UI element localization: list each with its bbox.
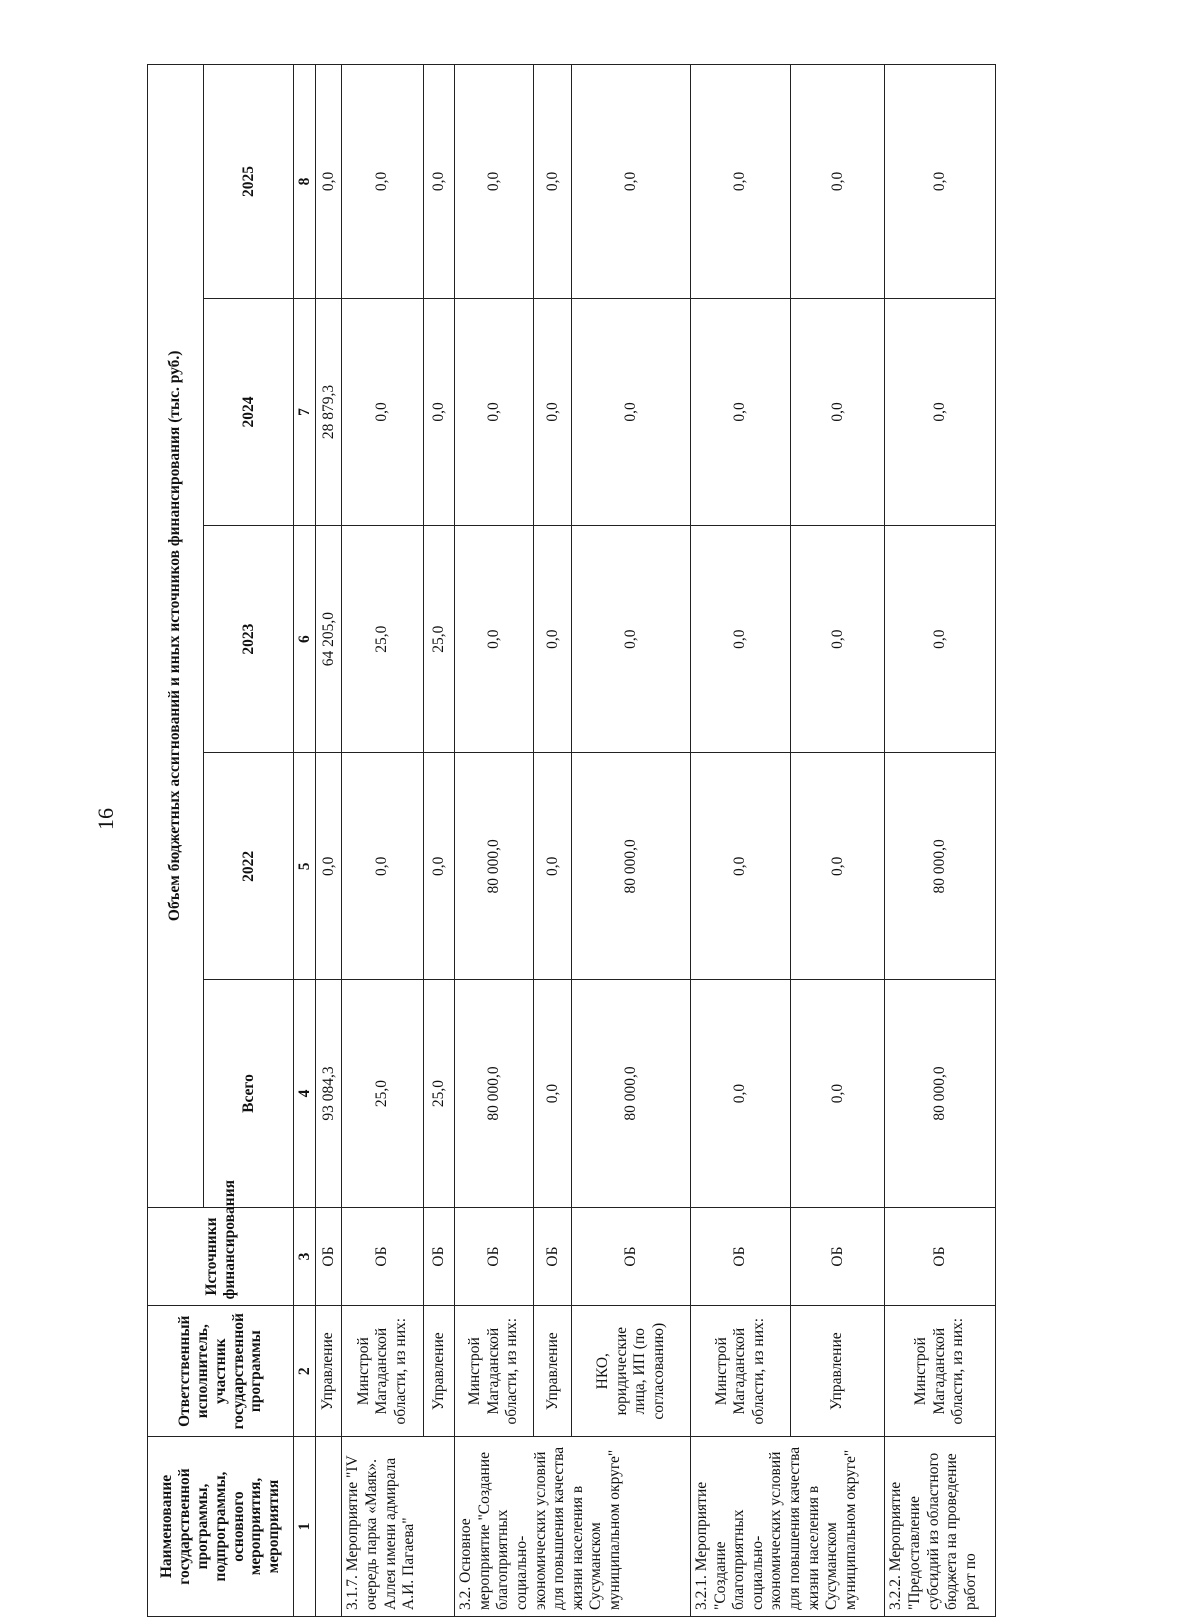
row-value-cell: 0,0 xyxy=(885,526,996,753)
row-responsible-cell: Управление xyxy=(790,1306,885,1437)
header-year-2024: 2024 xyxy=(203,298,294,525)
row-source-cell: ОБ xyxy=(342,1207,423,1306)
row-value-cell: 0,0 xyxy=(790,980,885,1207)
row-value-cell: 0,0 xyxy=(315,65,342,299)
row-value-cell: 0,0 xyxy=(690,298,790,525)
column-number: 3 xyxy=(294,1207,315,1306)
row-value-cell: 0,0 xyxy=(455,298,534,525)
table-row xyxy=(572,65,690,1617)
row-source-cell: ОБ xyxy=(423,1207,455,1306)
row-responsible-cell: Минстрой Магаданской области, из них: xyxy=(690,1306,790,1437)
row-value-cell: 0,0 xyxy=(423,753,455,980)
row-source-cell: ОБ xyxy=(534,1207,572,1306)
row-responsible-cell: Управление xyxy=(423,1306,455,1437)
row-value-cell: 25,0 xyxy=(423,980,455,1207)
row-value-cell: 25,0 xyxy=(342,526,423,753)
row-value-cell: 0,0 xyxy=(572,65,690,299)
row-value-cell: 28 879,3 xyxy=(315,298,342,525)
row-value-cell: 0,0 xyxy=(423,298,455,525)
row-value-cell: 93 084,3 xyxy=(315,980,342,1207)
row-source-cell: ОБ xyxy=(885,1207,996,1306)
row-value-cell: 0,0 xyxy=(455,65,534,299)
row-value-cell: 0,0 xyxy=(455,526,534,753)
row-value-cell: 0,0 xyxy=(690,753,790,980)
header-source: Источники финансирования xyxy=(148,1207,294,1306)
row-responsible-cell: Управление xyxy=(534,1306,572,1437)
row-value-cell: 0,0 xyxy=(690,65,790,299)
row-value-cell: 0,0 xyxy=(790,753,885,980)
row-source-cell: ОБ xyxy=(315,1207,342,1306)
row-name-cell: 3.2. Основное мероприятие "Создание благоприятных социально-экономических условий для повышения качества жизни населения в Сусуманском муниципальном округе" xyxy=(455,1437,691,1617)
row-source-cell: ОБ xyxy=(790,1207,885,1306)
row-responsible-cell: Минстрой Магаданской области, из них: xyxy=(885,1306,996,1437)
row-value-cell: 0,0 xyxy=(342,65,423,299)
row-value-cell: 0,0 xyxy=(534,980,572,1207)
row-value-cell: 0,0 xyxy=(534,526,572,753)
row-responsible-cell: Управление xyxy=(315,1306,342,1437)
header-year-2023: 2023 xyxy=(203,526,294,753)
column-number: 6 xyxy=(294,526,315,753)
header-year-2022: 2022 xyxy=(203,753,294,980)
row-value-cell: 64 205,0 xyxy=(315,526,342,753)
row-value-cell: 0,0 xyxy=(342,753,423,980)
row-value-cell: 0,0 xyxy=(572,526,690,753)
row-name-cell: 3.2.1. Мероприятие "Создание благоприятных социально-экономических условий для повышения качества жизни населения в Сусуманском муниципальном округе" xyxy=(690,1437,884,1617)
row-value-cell: 80 000,0 xyxy=(572,753,690,980)
row-responsible-cell: Минстрой Магаданской области, из них: xyxy=(342,1306,423,1437)
table-row xyxy=(423,65,455,1617)
row-value-cell: 0,0 xyxy=(690,980,790,1207)
row-source-cell: ОБ xyxy=(455,1207,534,1306)
header-year-2025: 2025 xyxy=(203,65,294,299)
column-number: 5 xyxy=(294,753,315,980)
row-responsible-cell: НКО, юридические лица, ИП (по согласованию) xyxy=(572,1306,690,1437)
page-number: 16 xyxy=(93,808,118,830)
financing-table xyxy=(147,64,996,1617)
row-value-cell: 25,0 xyxy=(423,526,455,753)
column-number: 2 xyxy=(294,1306,315,1437)
row-value-cell: 80 000,0 xyxy=(455,980,534,1207)
column-number: 1 xyxy=(294,1437,315,1617)
row-source-cell: ОБ xyxy=(690,1207,790,1306)
header-row-1 xyxy=(148,65,204,1617)
header-funding-group: Объем бюджетных ассигнований и иных источников финансирования (тыс. руб.) xyxy=(148,65,204,1208)
row-value-cell: 80 000,0 xyxy=(885,753,996,980)
row-name-cell: 3.2.2. Мероприятие "Предоставление субсидий из областного бюджета на проведение работ по xyxy=(885,1437,996,1617)
header-year-total: Всего xyxy=(203,980,294,1207)
row-value-cell: 0,0 xyxy=(534,65,572,299)
row-value-cell: 0,0 xyxy=(885,65,996,299)
table-row xyxy=(455,65,534,1617)
row-value-cell: 0,0 xyxy=(534,753,572,980)
row-value-cell: 25,0 xyxy=(342,980,423,1207)
column-number: 8 xyxy=(294,65,315,299)
row-name-cell: 3.1.7. Мероприятие "IV очередь парка «Маяк». Аллея имени адмирала А.И. Пагаева" xyxy=(342,1437,455,1617)
table-row xyxy=(690,65,790,1617)
rotated-table-container xyxy=(147,64,996,1617)
header-name: Наименование государственной программы, подпрограммы, основного мероприятия, мероприятия xyxy=(148,1437,294,1617)
column-number-row xyxy=(294,65,315,1617)
row-responsible-cell: Минстрой Магаданской области, из них: xyxy=(455,1306,534,1437)
table-row xyxy=(885,65,996,1617)
row-value-cell: 0,0 xyxy=(790,65,885,299)
row-value-cell: 0,0 xyxy=(572,298,690,525)
row-value-cell: 0,0 xyxy=(790,526,885,753)
table-row xyxy=(315,65,342,1617)
column-number: 7 xyxy=(294,298,315,525)
row-value-cell: 80 000,0 xyxy=(572,980,690,1207)
table-row xyxy=(790,65,885,1617)
header-responsible: Ответственный исполнитель, участник государственной программы xyxy=(148,1306,294,1437)
row-value-cell: 80 000,0 xyxy=(885,980,996,1207)
row-value-cell: 0,0 xyxy=(534,298,572,525)
row-name-cell xyxy=(315,1437,342,1617)
row-value-cell: 0,0 xyxy=(790,298,885,525)
row-value-cell: 0,0 xyxy=(690,526,790,753)
row-value-cell: 80 000,0 xyxy=(455,753,534,980)
row-value-cell: 0,0 xyxy=(423,65,455,299)
row-value-cell: 0,0 xyxy=(315,753,342,980)
table-row xyxy=(342,65,423,1617)
row-value-cell: 0,0 xyxy=(342,298,423,525)
row-value-cell: 0,0 xyxy=(885,298,996,525)
column-number: 4 xyxy=(294,980,315,1207)
table-row xyxy=(534,65,572,1617)
row-source-cell: ОБ xyxy=(572,1207,690,1306)
